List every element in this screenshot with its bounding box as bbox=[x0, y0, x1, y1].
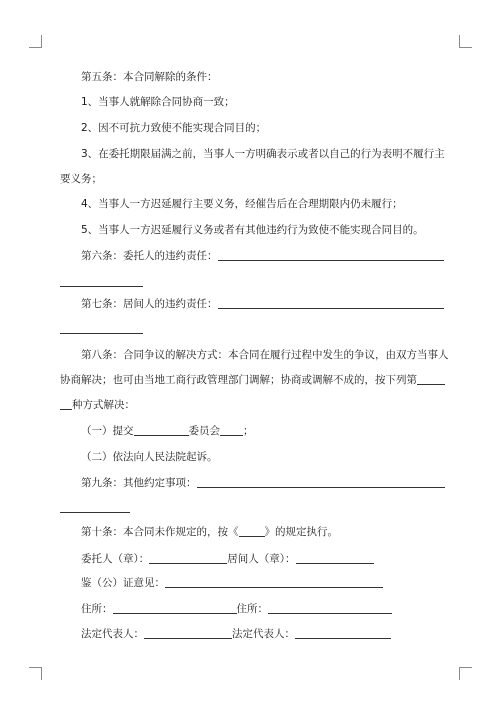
article-6-blank-continued[interactable] bbox=[60, 286, 143, 287]
article-5-heading: 第五条：本合同解除的条件： bbox=[81, 71, 218, 83]
signature-line bbox=[81, 552, 374, 566]
client-address-label: 住所： bbox=[81, 603, 113, 615]
option-1-committee-label: 委员会 bbox=[188, 425, 220, 437]
broker-address-blank[interactable] bbox=[268, 602, 392, 614]
article-9-blank[interactable] bbox=[197, 476, 445, 488]
regulation-name-blank[interactable] bbox=[239, 525, 265, 537]
article-5-item-4: 4、当事人一方迟延履行主要义务，经催告后在合理期限内仍未履行； bbox=[81, 198, 403, 210]
client-address-blank[interactable] bbox=[113, 602, 237, 614]
client-representative-blank[interactable] bbox=[144, 627, 232, 639]
article-10-line bbox=[81, 525, 338, 539]
crop-mark-bottom-right bbox=[459, 667, 472, 680]
article-8-line-1: 第八条：合同争议的解决方式：本合同在履行过程中发生的争议，由双方当事人 bbox=[81, 349, 449, 361]
article-10-text-end: 》的规定执行。 bbox=[264, 526, 338, 538]
article-6-blank[interactable] bbox=[218, 249, 444, 261]
client-seal-label: 委托人（章）： bbox=[81, 553, 150, 565]
broker-address-label: 住所： bbox=[236, 603, 268, 615]
notary-label: 鉴（公）证意见： bbox=[81, 577, 165, 589]
article-9-blank-continued[interactable] bbox=[60, 512, 130, 513]
article-5-item-1: 1、当事人就解除合同协商一致； bbox=[81, 96, 235, 108]
committee-blank[interactable] bbox=[220, 424, 243, 436]
article-5-item-3-line-1: 3、在委托期限届满之前，当事人一方明确表示或者以自己的行为表明不履行主 bbox=[81, 148, 445, 160]
article-10-text-start: 第十条：本合同未作规定的，按《 bbox=[81, 526, 239, 538]
article-9-line bbox=[81, 476, 445, 490]
dispute-method-blank-continued[interactable] bbox=[60, 398, 72, 410]
client-representative-label: 法定代表人： bbox=[81, 628, 144, 640]
representative-line bbox=[81, 627, 391, 641]
article-8-option-1 bbox=[81, 424, 254, 438]
article-7-label: 第七条：居间人的违约责任： bbox=[81, 298, 218, 310]
address-line bbox=[81, 602, 392, 616]
article-5-item-5: 5、当事人一方迟延履行义务或者有其他违约行为致使不能实现合同目的。 bbox=[81, 224, 424, 236]
article-8-line-3 bbox=[60, 398, 135, 412]
broker-representative-label: 法定代表人： bbox=[232, 628, 295, 640]
broker-representative-blank[interactable] bbox=[295, 627, 391, 639]
arbitration-city-blank[interactable] bbox=[134, 424, 189, 436]
option-1-submit-label: （一）提交 bbox=[81, 425, 134, 437]
article-8-line-2-text: 协商解决；也可由当地工商行政管理部门调解；协商或调解不成的，按下列第 bbox=[60, 374, 417, 386]
crop-mark-bottom-left bbox=[29, 667, 42, 680]
article-7-blank[interactable] bbox=[218, 297, 444, 309]
broker-seal-blank[interactable] bbox=[296, 552, 374, 564]
article-7-blank-continued[interactable] bbox=[60, 333, 143, 334]
notary-blank[interactable] bbox=[165, 576, 383, 588]
article-7-line bbox=[81, 297, 444, 311]
article-9-label: 第九条：其他约定事项： bbox=[81, 477, 197, 489]
broker-seal-label: 居间人（章）： bbox=[227, 553, 296, 565]
dispute-method-blank[interactable] bbox=[417, 373, 445, 385]
notary-line bbox=[81, 576, 383, 590]
article-5-item-2: 2、因不可抗力致使不能实现合同目的； bbox=[81, 122, 267, 134]
client-seal-blank[interactable] bbox=[149, 552, 227, 564]
article-8-line-3-text: 种方式解决： bbox=[72, 399, 135, 411]
option-1-end-label: ； bbox=[243, 425, 254, 437]
article-6-label: 第六条：委托人的违约责任： bbox=[81, 250, 218, 262]
article-8-line-2 bbox=[60, 373, 445, 387]
crop-mark-top-right bbox=[459, 35, 472, 48]
article-8-option-2: （二）依法向人民法院起诉。 bbox=[81, 451, 218, 463]
crop-mark-top-left bbox=[29, 35, 42, 48]
article-5-item-3-line-2: 要义务； bbox=[60, 173, 102, 185]
article-6-line bbox=[81, 249, 444, 263]
